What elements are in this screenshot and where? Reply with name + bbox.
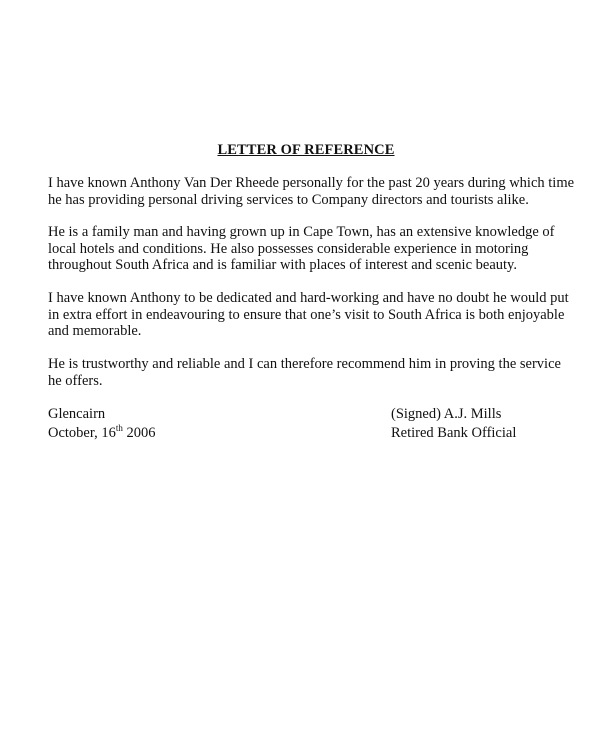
- letter-title: LETTER OF REFERENCE: [217, 142, 395, 158]
- date-year: 2006: [122, 425, 156, 441]
- paragraph-character: I have known Anthony to be dedicated and hard-working and have no doubt he would put in extra effort in endeavouring to ensure that one’s visit to South Africa is both enjoyable and memorable.: [48, 290, 569, 339]
- date-ordinal: th: [115, 423, 123, 433]
- signer-role: Retired Bank Official: [391, 425, 517, 441]
- place-date-block: [48, 405, 156, 443]
- signed-by: (Signed) A.J. Mills: [391, 406, 502, 422]
- paragraph-background: He is a family man and having grown up in Cape Town, has an extensive knowledge of local hotels and conditions. He also possesses considerable experience in motoring throughout South Africa and is familiar with places of interest and scenic beauty.: [48, 224, 555, 273]
- signature-block: [391, 405, 516, 443]
- date: [48, 424, 156, 443]
- date-day: October, 16: [48, 425, 116, 441]
- paragraph-acquaintance: I have known Anthony Van Der Rheede personally for the past 20 years during which time he has providing personal driving services to Company directors and tourists alike.: [48, 175, 575, 208]
- place: Glencairn: [48, 406, 106, 422]
- paragraph-recommendation: He is trustworthy and reliable and I can therefore recommend him in proving the service he offers.: [48, 356, 561, 389]
